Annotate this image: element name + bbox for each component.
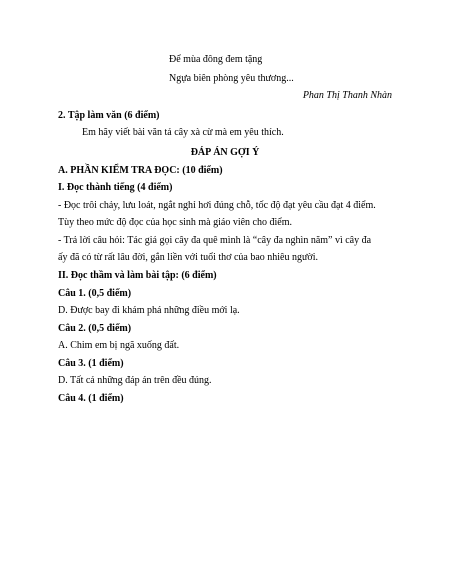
question-2-answer: A. Chim em bị ngã xuống đất. — [58, 340, 180, 351]
poem-line-1: Để mùa đông đem tặng — [169, 54, 263, 65]
writing-heading: 2. Tập làm văn (6 điểm) — [58, 110, 160, 121]
question-2-label: Câu 2. (0,5 điểm) — [58, 323, 132, 334]
question-1-label: Câu 1. (0,5 điểm) — [58, 288, 132, 299]
part2-heading: II. Đọc thầm và làm bài tập: (6 điểm) — [58, 270, 217, 281]
question-3-label: Câu 3. (1 điểm) — [58, 358, 124, 369]
question-3-answer: D. Tất cả những đáp án trên đều đúng. — [58, 375, 212, 386]
question-4-label: Câu 4. (1 điểm) — [58, 393, 124, 404]
part1-bullet1-line2: Tùy theo mức độ đọc của học sinh mà giáo viên cho điểm. — [58, 217, 292, 228]
question-1-answer: D. Được bay đi khám phá những điều mới lạ. — [58, 305, 240, 316]
part1-bullet2-line1: - Trả lời câu hỏi: Tác giả gọi cây đa quê mình là “cây đa nghìn năm” vì cây đa — [58, 235, 372, 246]
part1-bullet2-line2: ấy đã có từ rất lâu đời, gắn liền với tuổi thơ của bao nhiêu người. — [58, 252, 318, 263]
poem-line-2: Ngựa biên phòng yêu thương... — [169, 73, 294, 84]
part1-bullet1-line1: - Đọc trôi chảy, lưu loát, ngắt nghỉ hơi đúng chỗ, tốc độ đạt yêu cầu đạt 4 điểm. — [58, 200, 376, 211]
writing-prompt: Em hãy viết bài văn tả cây xà cừ mà em yêu thích. — [82, 127, 284, 138]
poem-author: Phan Thị Thanh Nhàn — [302, 90, 392, 101]
section-a-heading: A. PHẦN KIỂM TRA ĐỌC: (10 điểm) — [58, 165, 223, 176]
answer-key-title: ĐÁP ÁN GỢI Ý — [190, 147, 260, 158]
part1-heading: I. Đọc thành tiếng (4 điểm) — [58, 182, 173, 193]
